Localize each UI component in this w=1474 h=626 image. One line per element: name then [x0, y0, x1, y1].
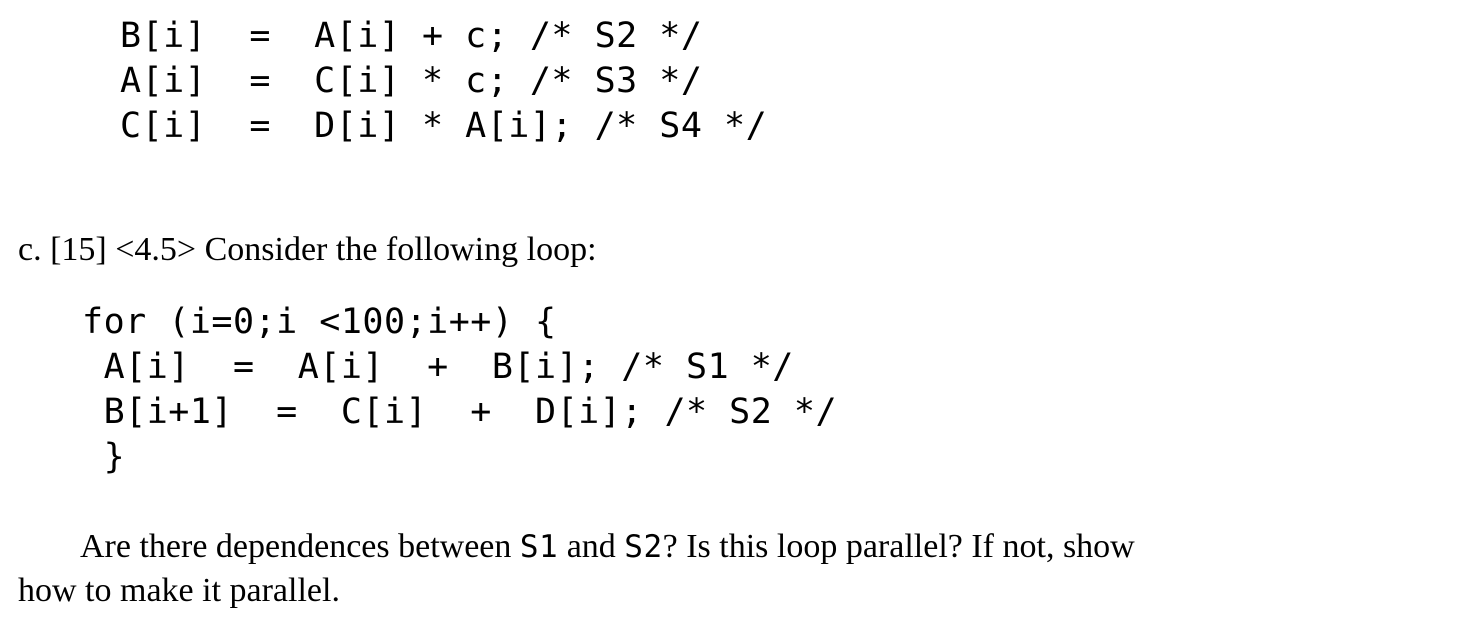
item-section-ref: <4.5>: [115, 231, 197, 268]
statement-s2-ref: S2: [624, 529, 663, 565]
code-line: A[i] = C[i] * c; /* S3 */: [120, 61, 703, 101]
question-part-3: ? Is this loop parallel? If not, show: [662, 528, 1135, 565]
space: [196, 231, 205, 268]
code-line: for (i=0;i <100;i++) {: [82, 302, 557, 342]
code-line: }: [82, 437, 126, 477]
item-label: c.: [18, 231, 42, 268]
statement-s1-ref: S1: [519, 529, 559, 565]
code-line: B[i] = A[i] + c; /* S2 */: [120, 16, 703, 56]
code-line: B[i+1] = C[i] + D[i]; /* S2 */: [82, 392, 838, 432]
question-line-1: [18, 525, 1458, 569]
question-paragraph: [18, 525, 1458, 613]
question-part-1: Are there dependences between: [80, 528, 520, 565]
exercise-item-c: [18, 228, 1438, 272]
code-line: C[i] = D[i] * A[i]; /* S4 */: [120, 106, 768, 146]
code-block-statements: [120, 14, 767, 149]
question-line-2: how to make it parallel.: [18, 572, 340, 609]
question-part-2: and: [558, 528, 625, 565]
item-points: [42, 231, 51, 268]
code-line: A[i] = A[i] + B[i]; /* S1 */: [82, 347, 794, 387]
code-block-loop: [82, 300, 837, 480]
space: [107, 231, 116, 268]
item-points-value: [15]: [50, 231, 107, 268]
item-text: Consider the following loop:: [204, 231, 597, 268]
